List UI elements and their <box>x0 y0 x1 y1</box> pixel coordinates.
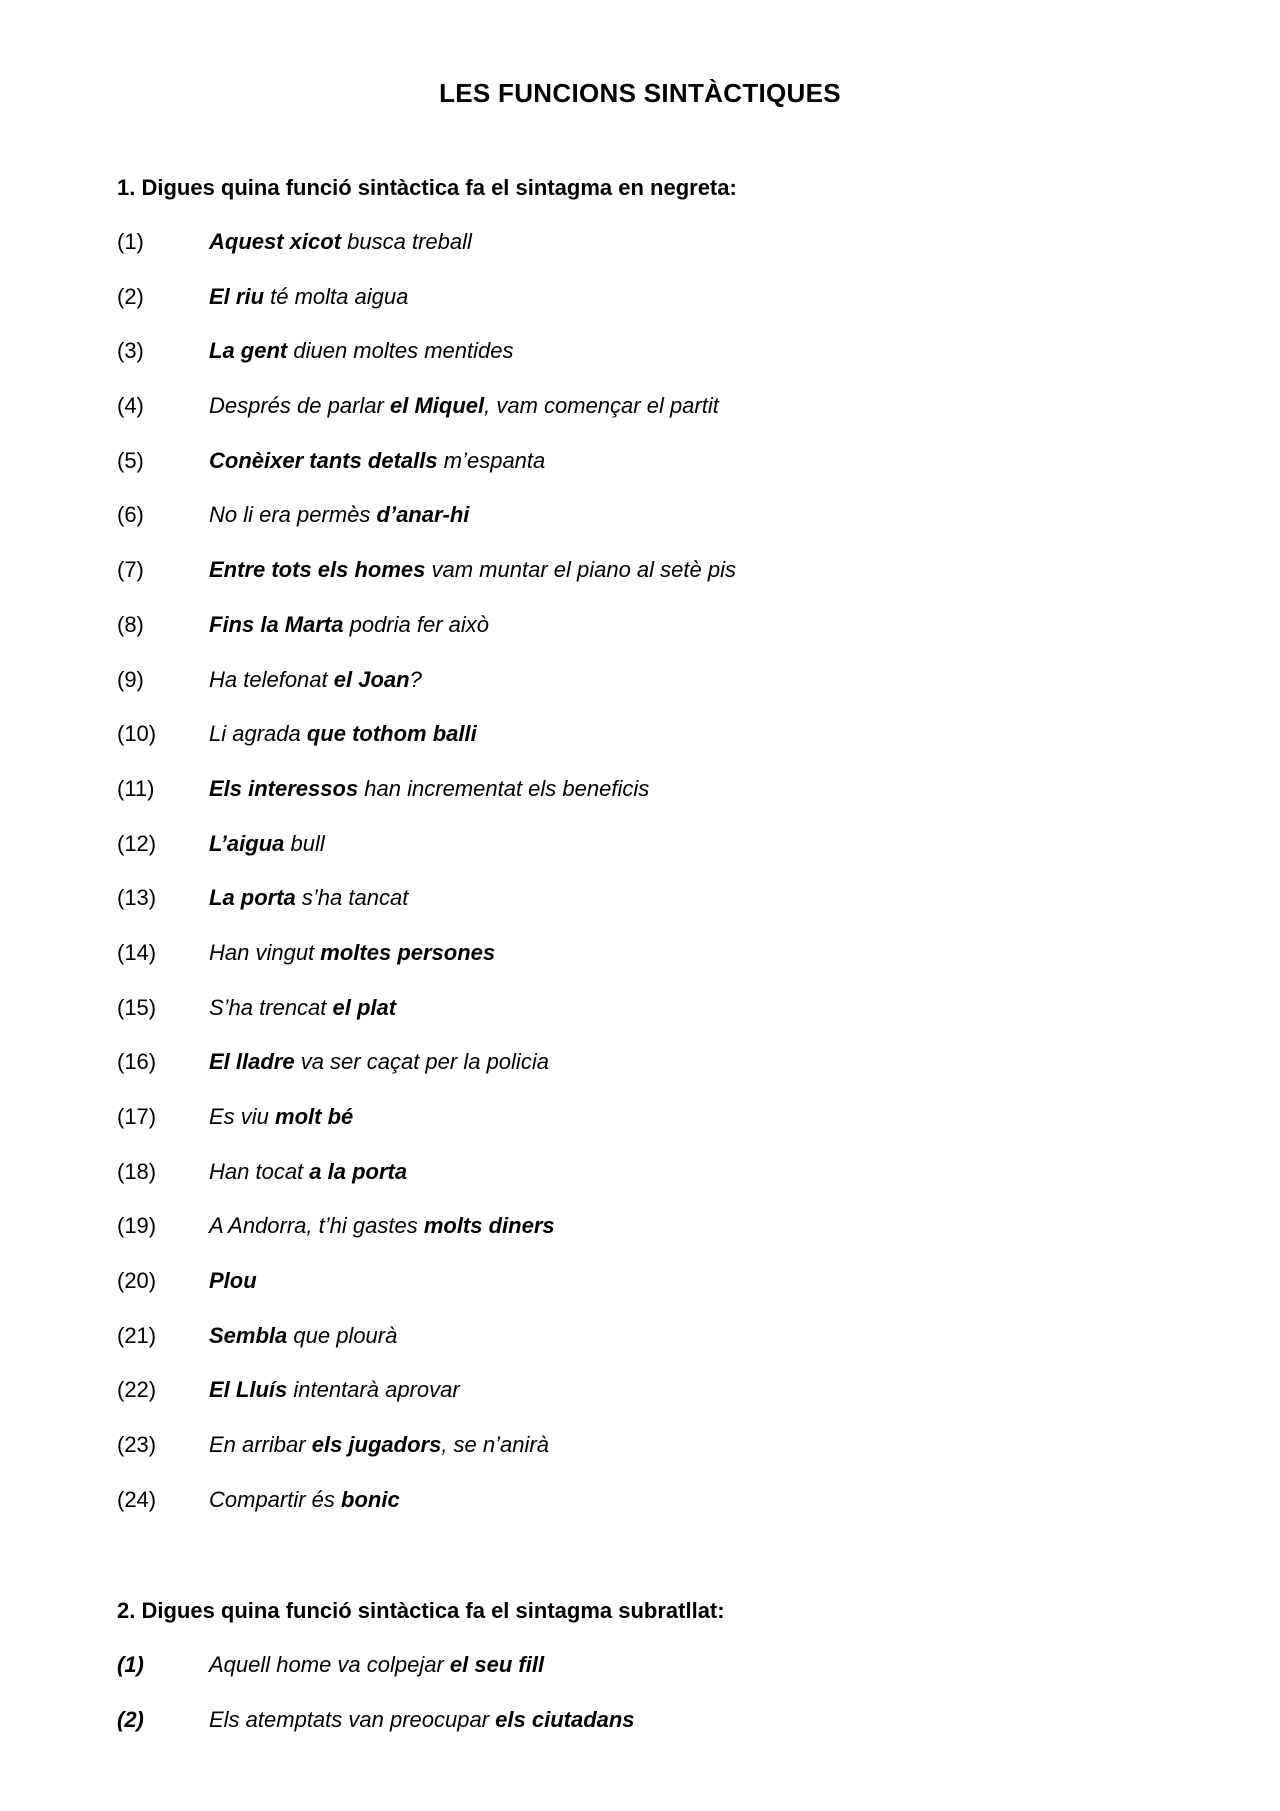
sentence-text: Han tocat <box>209 1158 310 1184</box>
sentence-text: vam muntar el piano al setè pis <box>425 557 736 583</box>
highlighted-phrase: el seu fill <box>449 1652 545 1677</box>
document-title: LES FUNCIONS SINTÀCTIQUES <box>439 78 841 108</box>
item-number: (21) <box>117 1322 157 1348</box>
item-sentence <box>209 938 495 968</box>
item-sentence <box>209 446 545 476</box>
highlighted-phrase: Plou <box>209 1268 257 1294</box>
item-number: (17) <box>117 1104 157 1129</box>
highlighted-phrase: moltes persones <box>320 939 496 965</box>
item-sentence <box>209 1211 555 1241</box>
item-number: (23) <box>117 1432 157 1458</box>
sentence-text: m’espanta <box>437 447 546 473</box>
sentence-text: Aquell home va colpejar <box>209 1652 450 1677</box>
item-number: (3) <box>117 338 144 364</box>
item-sentence <box>209 1705 635 1735</box>
item-sentence <box>209 993 396 1023</box>
highlighted-phrase: La gent <box>209 338 288 364</box>
highlighted-phrase: Aquest xicot <box>209 229 342 254</box>
item-number: (2) <box>117 1706 144 1732</box>
item-sentence <box>209 391 719 421</box>
highlighted-phrase: a la porta <box>309 1158 408 1184</box>
item-number: (24) <box>117 1486 157 1512</box>
highlighted-phrase: Entre tots els homes <box>209 557 426 583</box>
highlighted-phrase: El lladre <box>209 1049 295 1075</box>
highlighted-phrase: que tothom balli <box>306 721 477 747</box>
sentence-text: Ha telefonat <box>209 666 334 692</box>
item-number: (14) <box>117 939 157 965</box>
sentence-text: Es viu <box>209 1104 276 1129</box>
item-sentence <box>209 227 472 257</box>
highlighted-phrase: els jugadors <box>311 1432 442 1458</box>
sentence-text: s’ha tancat <box>295 885 409 911</box>
item-number: (4) <box>117 393 144 419</box>
item-number: (22) <box>117 1377 157 1403</box>
item-sentence <box>209 555 736 585</box>
highlighted-phrase: Els interessos <box>209 775 359 801</box>
highlighted-phrase: bonic <box>341 1486 400 1512</box>
highlighted-phrase: el Miquel <box>389 393 485 419</box>
item-sentence <box>209 1485 400 1515</box>
highlighted-phrase: molt bé <box>275 1104 354 1129</box>
item-sentence <box>209 1375 460 1405</box>
item-number: (16) <box>117 1049 157 1075</box>
sentence-text: Han vingut <box>209 939 321 965</box>
highlighted-phrase: Sembla <box>209 1322 288 1348</box>
sentence-text: ? <box>409 666 422 692</box>
item-number: (1) <box>117 1652 144 1677</box>
highlighted-phrase: Fins la Marta <box>209 611 344 637</box>
sentence-text: té molta aigua <box>264 283 409 309</box>
item-number: (9) <box>117 666 144 692</box>
item-sentence <box>209 1321 397 1351</box>
sentence-text: A Andorra, t’hi gastes <box>209 1213 424 1239</box>
item-number: (19) <box>117 1213 157 1239</box>
item-number: (8) <box>117 611 144 637</box>
item-number: (5) <box>117 447 144 473</box>
sentence-text: No li era permès <box>209 502 377 528</box>
sentence-text: , se n’anirà <box>441 1432 549 1458</box>
section-1-heading: 1. Digues quina funció sintàctica fa el sintagma en negreta: <box>117 175 737 200</box>
item-sentence <box>209 774 649 804</box>
highlighted-phrase: El Lluís <box>209 1377 288 1403</box>
section-2-heading: 2. Digues quina funció sintàctica fa el sintagma subratllat: <box>117 1598 725 1623</box>
sentence-text: que plourà <box>287 1322 398 1348</box>
item-sentence <box>209 500 469 530</box>
highlighted-phrase: d’anar-hi <box>376 502 470 528</box>
item-sentence <box>209 1650 544 1680</box>
sentence-text: busca treball <box>341 229 472 254</box>
sentence-text: , vam començar el partit <box>484 393 719 419</box>
sentence-text: bull <box>284 830 325 856</box>
sentence-text: Compartir és <box>209 1486 342 1512</box>
item-number: (1) <box>117 229 144 254</box>
sentence-text: podria fer això <box>343 611 490 637</box>
item-sentence <box>209 336 513 366</box>
item-sentence <box>209 665 422 695</box>
item-number: (6) <box>117 502 144 528</box>
sentence-text: Després de parlar <box>209 393 390 419</box>
item-sentence <box>209 1157 407 1187</box>
item-number: (18) <box>117 1158 157 1184</box>
highlighted-phrase: molts diners <box>423 1213 555 1239</box>
highlighted-phrase: els ciutadans <box>495 1706 635 1732</box>
item-sentence <box>209 1047 549 1077</box>
item-number: (10) <box>117 721 157 747</box>
item-number: (7) <box>117 557 144 583</box>
highlighted-phrase: el plat <box>332 994 397 1020</box>
sentence-text: S’ha trencat <box>209 994 333 1020</box>
item-sentence <box>209 1430 549 1460</box>
item-sentence <box>209 883 408 913</box>
sentence-text: va ser caçat per la policia <box>294 1049 549 1075</box>
sentence-text: diuen moltes mentides <box>287 338 514 364</box>
highlighted-phrase: El riu <box>209 283 265 309</box>
item-sentence <box>209 719 477 749</box>
highlighted-phrase: el Joan <box>333 666 410 692</box>
item-number: (2) <box>117 283 144 309</box>
sentence-text: Li agrada <box>209 721 307 747</box>
item-number: (13) <box>117 885 157 911</box>
sentence-text: Els atemptats van preocupar <box>209 1706 496 1732</box>
item-number: (12) <box>117 830 157 856</box>
item-sentence <box>209 610 489 640</box>
item-sentence <box>209 829 325 859</box>
highlighted-phrase: L’aigua <box>209 830 285 856</box>
sentence-text: En arribar <box>209 1432 312 1458</box>
item-sentence <box>209 1102 353 1132</box>
item-number: (15) <box>117 994 157 1020</box>
sentence-text: han incrementat els beneficis <box>358 775 650 801</box>
item-number: (20) <box>117 1268 157 1294</box>
highlighted-phrase: La porta <box>209 885 296 911</box>
item-sentence <box>209 282 408 312</box>
item-number: (11) <box>117 775 155 801</box>
highlighted-phrase: Conèixer tants detalls <box>209 447 438 473</box>
sentence-text: intentarà aprovar <box>287 1377 460 1403</box>
item-sentence <box>209 1266 257 1296</box>
